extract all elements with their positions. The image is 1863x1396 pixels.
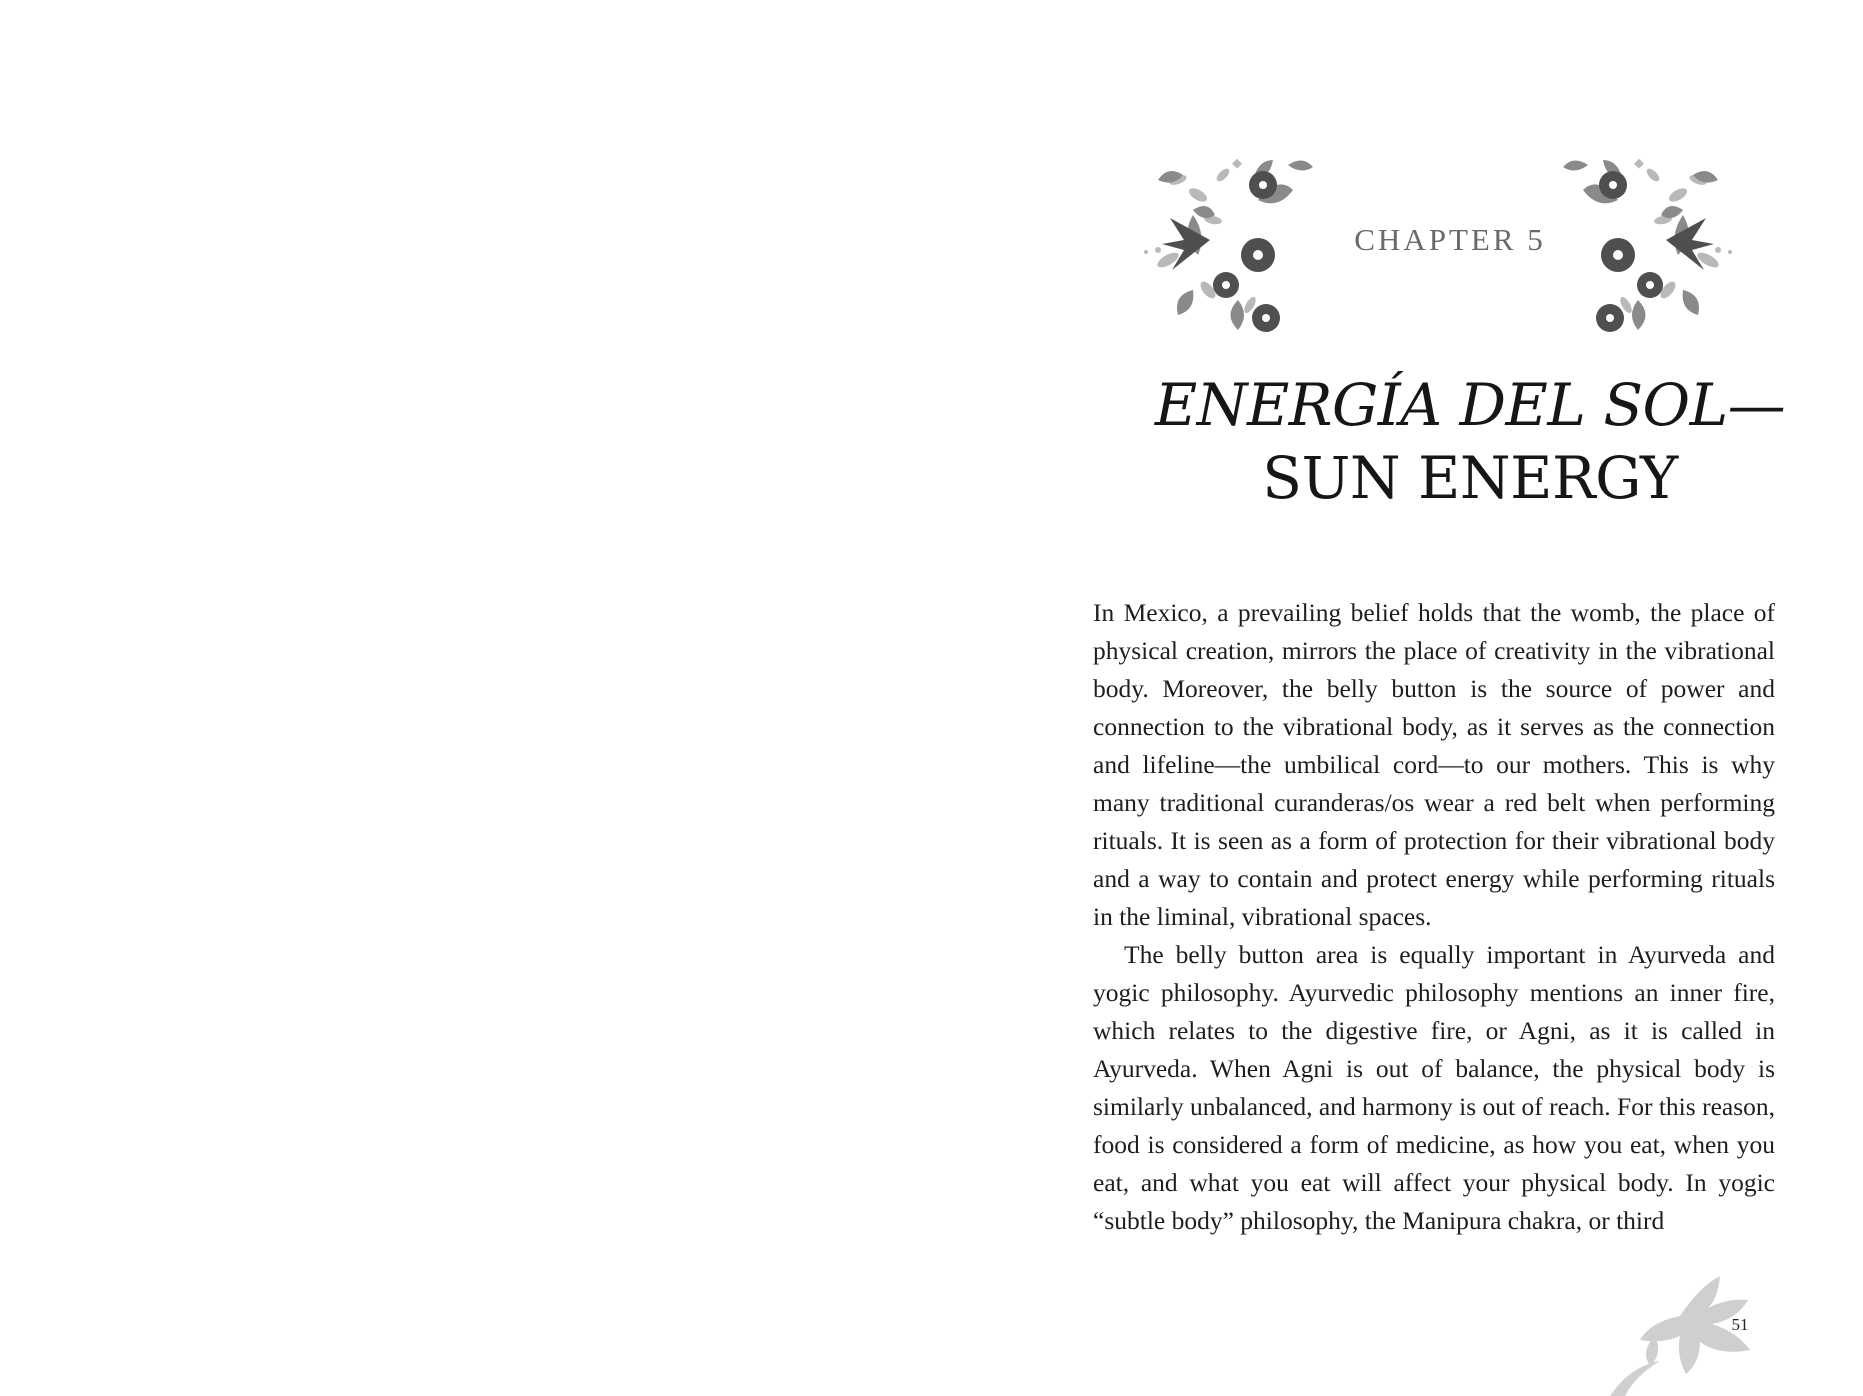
corner-flower-icon: [1610, 1276, 1863, 1396]
body-paragraph-2: The belly button area is equally important in Ayurveda and yogic philosophy. Ayurvedic philosophy mentions an inner fire, which relates to the digestive fire, or Agni, as it is called in Ayurveda. When Agni is out of balance, the physical body is similarly unbalanced, and harmony is out of reach. For this reason, food is considered a form of medicine, as how you eat, when you eat, and what you eat will affect your physical body. In yogic “subtle body” philosophy, the Manipura chakra, or third: [1093, 940, 1775, 1235]
body-paragraph-1: In Mexico, a prevailing belief holds that the womb, the place of physical creation, mirrors the place of creativity in the vibrational body. Moreover, the belly button is the source of power and connection to the vibrational body, as it serves as the connection and lifeline—the umbilical cord—to our mothers. This is why many traditional curanderas/os wear a red belt when performing rituals. It is seen as a form of protection for their vibrational body and a way to contain and protect energy while performing rituals in the liminal, vibrational spaces.: [1093, 598, 1775, 931]
chapter-title: [1080, 370, 1860, 516]
chapter-label: CHAPTER 5: [1354, 222, 1546, 257]
page-number: 51: [1731, 1315, 1749, 1334]
chapter-title-line2: SUN ENERGY: [1262, 444, 1678, 512]
chapter-body: [1093, 594, 1775, 1240]
chapter-title-line1: ENERGÍA DEL SOL—: [1154, 371, 1786, 439]
